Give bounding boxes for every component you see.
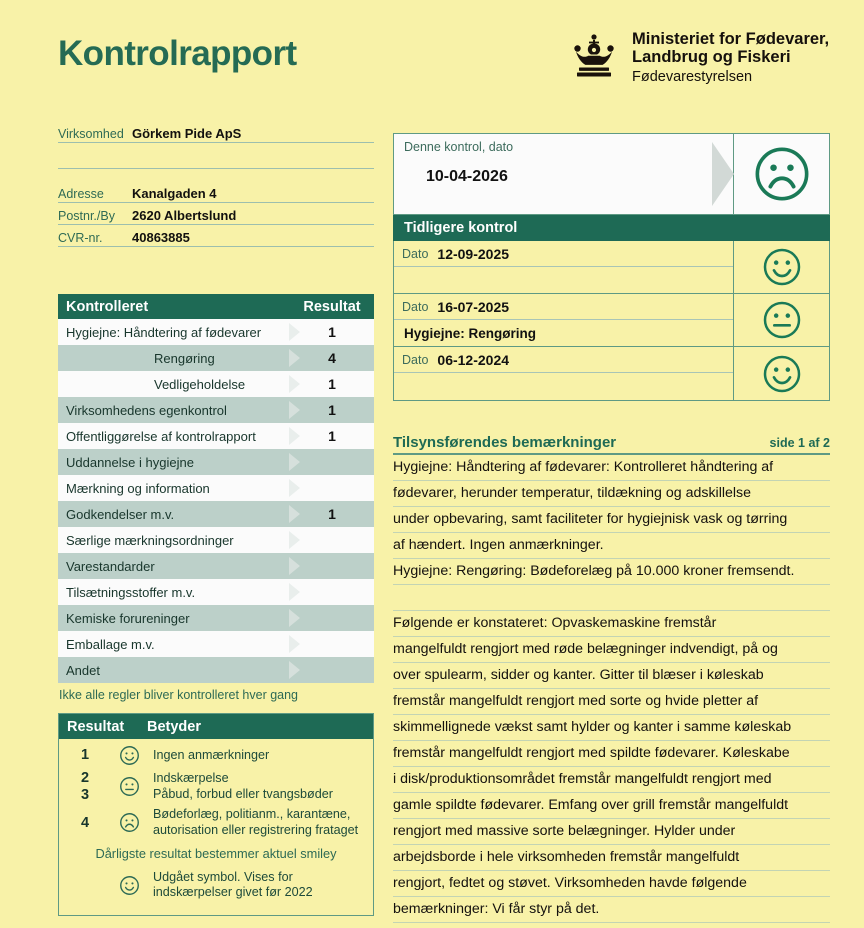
control-area-result: 1	[290, 423, 374, 449]
legend-text-2: Indskærpelse	[153, 771, 229, 786]
remarks-line	[393, 585, 830, 611]
table-note: Ikke alle regler bliver kontrolleret hver gang	[59, 688, 299, 702]
control-area-label: Uddannelse i hygiejne	[66, 454, 194, 470]
smiley-neutral-icon	[762, 300, 802, 340]
previous-inspection-dateline	[394, 241, 733, 267]
legend-face-neutral	[105, 776, 153, 797]
table-row	[58, 397, 374, 423]
smiley-sad-icon	[119, 812, 140, 833]
current-inspection-face	[733, 134, 829, 214]
remarks-line: under opbevaring, samt faciliteter for hygiejnisk vask og tørring	[393, 507, 830, 533]
legend-header-row	[59, 714, 373, 739]
previous-inspection-note: Hygiejne: Rengøring	[404, 325, 537, 341]
previous-inspection-date: 06-12-2024	[437, 351, 510, 368]
legend-footer: Dårligste resultat bestemmer aktuel smiley	[95, 845, 337, 861]
info-row-postnr	[58, 203, 374, 225]
remarks-line: over spulearm, sidder og kanter. Gitter til blæser i køleskab	[393, 663, 830, 689]
remarks-line: gamle spildte fødevarer. Emfang over grill fremstår mangelfuldt	[393, 793, 830, 819]
ministry-line-2: Landbrug og Fiskeri	[632, 48, 791, 67]
table-row	[58, 527, 374, 553]
result-legend	[58, 713, 374, 916]
previous-inspection-date: 16-07-2025	[437, 298, 510, 315]
column-header-kontrolleret: Kontrolleret	[66, 298, 149, 315]
previous-inspection-face	[734, 241, 829, 294]
legend-row-1	[65, 745, 367, 766]
legend-text-legacy	[153, 870, 367, 901]
cvr-label: CVR-nr.	[58, 231, 103, 245]
legend-number-1: 1	[80, 747, 90, 764]
table-row	[58, 371, 374, 397]
legend-text-legacy-b: indskærpelser givet før 2022	[153, 885, 313, 900]
adresse-value: Kanalgaden 4	[132, 186, 217, 201]
legend-column-resultat: Resultat	[67, 718, 125, 735]
ministry-agency-name: Fødevarestyrelsen	[632, 68, 753, 85]
control-area-result	[290, 657, 374, 683]
table-row	[58, 449, 374, 475]
remarks-line: Hygiejne: Rengøring: Bødeforelæg på 10.000 kroner fremsendt.	[393, 559, 830, 585]
info-row-virksomhed	[58, 116, 374, 143]
current-inspection-date: 10-04-2026	[426, 168, 508, 185]
current-inspection-box	[393, 133, 830, 215]
previous-inspection-face	[734, 294, 829, 347]
remarks-line: i disk/produktionsområdet fremstår mangelfuldt rengjort med	[393, 767, 830, 793]
previous-inspections-rows	[394, 241, 733, 400]
control-area-label: Vedligeholdelse	[154, 376, 246, 392]
control-area-result	[290, 579, 374, 605]
remarks-line: Følgende er konstateret: Opvaskemaskine fremstår	[393, 611, 830, 637]
postnr-value: 2620 Albertslund	[132, 208, 237, 223]
legend-text-1: Ingen anmærkninger	[153, 747, 270, 762]
column-header-resultat: Resultat	[303, 298, 361, 315]
table-row	[58, 631, 374, 657]
virksomhed-label: Virksomhed	[58, 127, 124, 141]
legend-row-legacy	[65, 870, 367, 901]
crown-icon	[568, 32, 620, 84]
legend-number-4: 4	[80, 814, 90, 831]
postnr-label: Postnr./By	[58, 209, 115, 223]
legend-column-betyder: Betyder	[147, 718, 201, 735]
table-row	[58, 501, 374, 527]
control-area-result: 1	[290, 371, 374, 397]
control-area-label: Mærkning og information	[66, 480, 210, 496]
dato-label: Dato	[402, 352, 429, 367]
remarks-line: af hændert. Ingen anmærkninger.	[393, 533, 830, 559]
table-row	[58, 605, 374, 631]
legend-number-2: 2	[80, 770, 90, 786]
control-area-result: 4	[290, 345, 374, 371]
control-area-label: Emballage m.v.	[66, 636, 155, 652]
previous-inspection-note	[394, 373, 733, 399]
legend-row-2-3	[65, 770, 367, 803]
table-row	[58, 423, 374, 449]
remarks-line: rengjort, fedtet og støvet. Virksomheden havde følgende	[393, 871, 830, 897]
inspector-remarks	[393, 434, 830, 923]
info-spacer-2	[58, 169, 374, 181]
current-inspection-details	[394, 134, 733, 214]
smiley-happy-icon	[762, 247, 802, 287]
remarks-line: mangelfuldt rengjort med røde belægninger indvendigt, på og	[393, 637, 830, 663]
legend-face-legacy	[105, 875, 153, 896]
table-header-row	[58, 294, 374, 319]
control-area-label: Tilsætningsstoffer m.v.	[66, 584, 196, 600]
legend-text-legacy-a: Udgået symbol. Vises for	[153, 869, 293, 884]
page-title: Kontrolrapport	[58, 34, 297, 73]
remarks-line: Hygiejne: Håndtering af fødevarer: Kontrolleret håndtering af	[393, 455, 830, 481]
previous-inspection-date: 12-09-2025	[437, 245, 510, 262]
control-area-label: Særlige mærkningsordninger	[66, 532, 234, 548]
legend-text-4b: autorisation eller registrering frataget	[153, 822, 359, 837]
control-area-result	[290, 605, 374, 631]
control-area-result: 1	[290, 397, 374, 423]
previous-inspection-dateline	[394, 347, 733, 373]
control-area-label: Godkendelser m.v.	[66, 506, 175, 522]
remarks-line: fødevarer, herunder temperatur, tildækning og adskillelse	[393, 481, 830, 507]
remarks-page-indicator: side 1 af 2	[769, 436, 830, 450]
previous-inspections-header: Tidligere kontrol	[393, 215, 830, 241]
legend-row-4	[65, 807, 367, 838]
control-area-result: 1	[290, 501, 374, 527]
table-row	[58, 579, 374, 605]
previous-inspection-item	[394, 294, 733, 347]
control-area-label: Kemiske forureninger	[66, 610, 190, 626]
control-area-label: Virksomhedens egenkontrol	[66, 402, 227, 418]
adresse-label: Adresse	[58, 187, 104, 201]
control-area-result	[290, 553, 374, 579]
control-area-result	[290, 527, 374, 553]
smiley-legacy-happy-icon	[119, 875, 140, 896]
control-area-result	[290, 475, 374, 501]
company-info	[58, 116, 374, 247]
smiley-neutral-icon	[119, 776, 140, 797]
previous-inspections-faces	[733, 241, 829, 400]
legend-text-3: Påbud, forbud eller tvangsbøder	[153, 786, 333, 801]
control-area-label: Offentliggørelse af kontrolrapport	[66, 428, 256, 444]
table-row	[58, 345, 374, 371]
smiley-happy-icon	[119, 745, 140, 766]
table-row	[58, 553, 374, 579]
remarks-title: Tilsynsførendes bemærkninger	[393, 434, 617, 451]
controlled-items-table	[58, 294, 374, 702]
control-area-result: 1	[290, 319, 374, 345]
remarks-line: fremstår mangelfuldt rengjort med spildte fødevarer. Køleskabe	[393, 741, 830, 767]
legend-number-3: 3	[80, 786, 90, 803]
control-area-label: Rengøring	[154, 350, 215, 366]
legend-body	[59, 739, 373, 915]
dato-label: Dato	[402, 246, 429, 261]
previous-inspection-face	[734, 347, 829, 400]
previous-inspection-note	[394, 267, 733, 293]
remarks-line: skimmellignede vækst samt hylder og kanter i samme køleskab	[393, 715, 830, 741]
previous-inspection-dateline	[394, 294, 733, 320]
table-row	[58, 657, 374, 683]
remarks-line: bemærkninger: Vi får styr på det.	[393, 897, 830, 923]
control-area-label: Hygiejne: Håndtering af fødevarer	[66, 324, 262, 340]
inspection-panel	[393, 133, 830, 401]
control-area-result	[290, 449, 374, 475]
smiley-sad-icon	[753, 145, 811, 203]
legend-face-sad	[105, 812, 153, 833]
previous-inspection-item	[394, 347, 733, 399]
legend-text-2-3	[153, 771, 367, 802]
info-spacer-1	[58, 143, 374, 169]
remarks-line: rengjort med massive sorte belægninger. Hylder under	[393, 819, 830, 845]
control-area-result	[290, 631, 374, 657]
table-row	[58, 319, 374, 345]
previous-inspection-item	[394, 241, 733, 294]
previous-inspections-body	[393, 241, 830, 401]
legend-text-4a: Bødeforlæg, politianm., karantæne,	[153, 807, 351, 822]
remarks-line: fremstår mangelfuldt rengjort med sorte og hvide pletter af	[393, 689, 830, 715]
remarks-line: arbejdsborde i hele virksomheden fremstår mangelfuldt	[393, 845, 830, 871]
info-row-adresse	[58, 181, 374, 203]
cvr-value: 40863885	[132, 230, 190, 245]
ministry-line-1: Ministeriet for Fødevarer,	[632, 30, 830, 48]
control-area-label: Andet	[66, 662, 100, 678]
virksomhed-value: Görkem Pide ApS	[132, 126, 242, 141]
current-inspection-label: Denne kontrol, dato	[404, 140, 514, 154]
dato-label: Dato	[402, 299, 429, 314]
remarks-header	[393, 434, 830, 455]
info-row-cvr	[58, 225, 374, 247]
smiley-happy-icon	[762, 354, 802, 394]
table-body	[58, 319, 374, 683]
control-area-label: Varestandarder	[66, 558, 155, 574]
table-row	[58, 475, 374, 501]
legend-number-2-3	[65, 770, 105, 803]
ministry-logo	[568, 30, 829, 85]
legend-text-4	[153, 807, 367, 838]
remarks-body	[393, 455, 830, 923]
legend-face-happy	[105, 745, 153, 766]
